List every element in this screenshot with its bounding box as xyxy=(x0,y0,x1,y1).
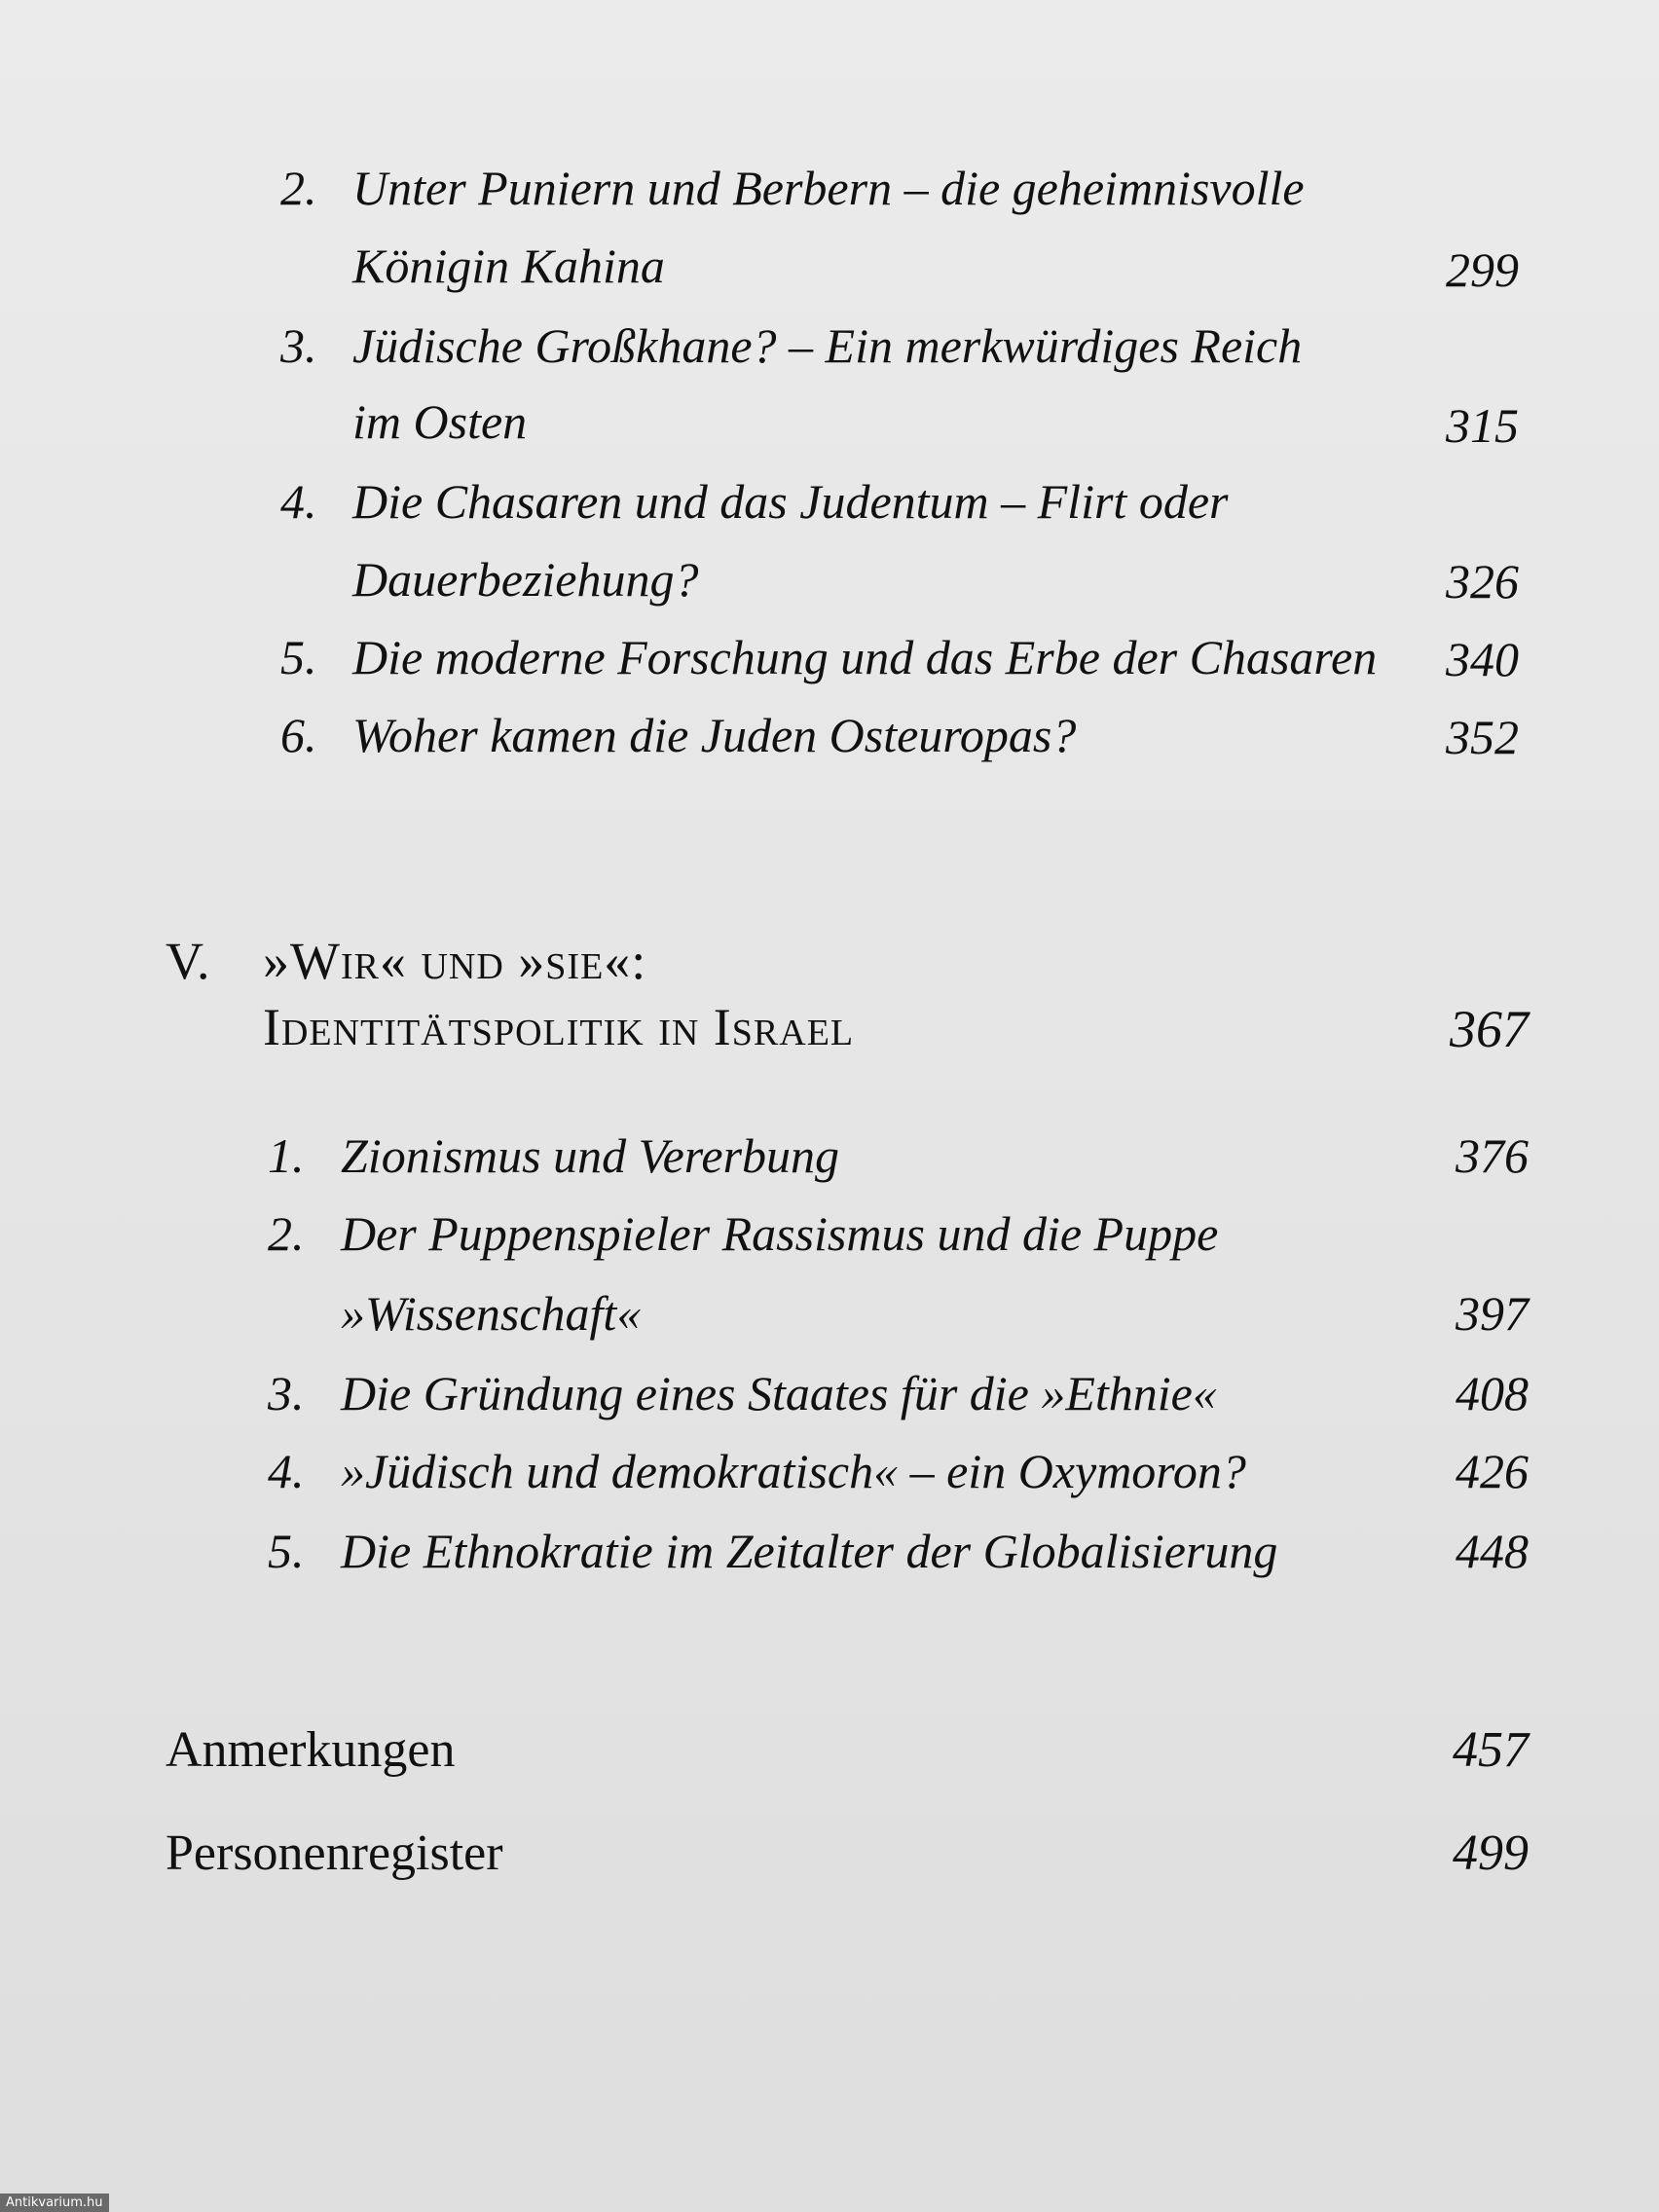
entry-page-number: 352 xyxy=(1446,710,1519,764)
entry-title: Die Gründung eines Staates für die »Ethnie« xyxy=(341,1366,1217,1420)
entry-title: Woher kamen die Juden Osteuropas? xyxy=(352,708,1077,762)
chapter-title-line2: Identitätspolitik in Israel xyxy=(263,998,855,1056)
entry-number: 1. xyxy=(268,1128,305,1183)
entry-page-number: 315 xyxy=(1446,398,1519,453)
entry-page-number: 397 xyxy=(1456,1286,1529,1341)
chapter-title-line1: »Wir« und »sie«: xyxy=(263,932,647,990)
entry-page-number: 326 xyxy=(1446,554,1519,608)
entry-title: »Jüdisch und demokratisch« – ein Oxymoron? xyxy=(341,1444,1246,1498)
entry-number: 3. xyxy=(268,1366,305,1420)
back-matter-title: Personenregister xyxy=(166,1825,503,1881)
entry-title-continued: im Osten xyxy=(352,394,528,449)
entry-page-number: 408 xyxy=(1456,1366,1529,1420)
back-matter-title: Anmerkungen xyxy=(166,1722,456,1778)
entry-title: Unter Puniern und Berbern – die geheimnisvolle xyxy=(352,161,1305,215)
back-matter-page-number: 499 xyxy=(1453,1825,1529,1881)
entry-number: 4. xyxy=(280,474,317,529)
entry-page-number: 376 xyxy=(1456,1128,1529,1183)
entry-page-number: 299 xyxy=(1446,242,1519,297)
entry-title: Jüdische Großkhane? – Ein merkwürdiges Reich xyxy=(352,318,1303,373)
watermark: Antikvarium.hu xyxy=(0,2194,109,2212)
entry-page-number: 426 xyxy=(1456,1444,1529,1498)
entry-title-continued: Dauerbeziehung? xyxy=(352,552,699,607)
entry-title: Die moderne Forschung und das Erbe der Chasaren xyxy=(352,630,1378,684)
entry-title: Die Chasaren und das Judentum – Flirt oder xyxy=(352,474,1229,529)
entry-title: Der Puppenspieler Rassismus und die Puppe xyxy=(341,1206,1219,1261)
entry-number: 5. xyxy=(268,1524,305,1578)
entry-number: 5. xyxy=(280,630,317,684)
entry-number: 2. xyxy=(268,1206,305,1261)
entry-number: 3. xyxy=(280,318,317,373)
entry-number: 4. xyxy=(268,1444,305,1498)
entry-title: Die Ethnokratie im Zeitalter der Globalisierung xyxy=(341,1524,1278,1578)
chapter-number: V. xyxy=(166,932,210,990)
entry-title-continued: Königin Kahina xyxy=(352,239,665,293)
entry-title: Zionismus und Vererbung xyxy=(341,1128,840,1183)
chapter-page-number: 367 xyxy=(1450,1000,1529,1058)
entry-number: 6. xyxy=(280,708,317,762)
entry-number: 2. xyxy=(280,161,317,215)
entry-page-number: 448 xyxy=(1456,1524,1529,1578)
entry-title-continued: »Wissenschaft« xyxy=(341,1286,642,1341)
back-matter-page-number: 457 xyxy=(1453,1722,1529,1778)
entry-page-number: 340 xyxy=(1446,632,1519,686)
